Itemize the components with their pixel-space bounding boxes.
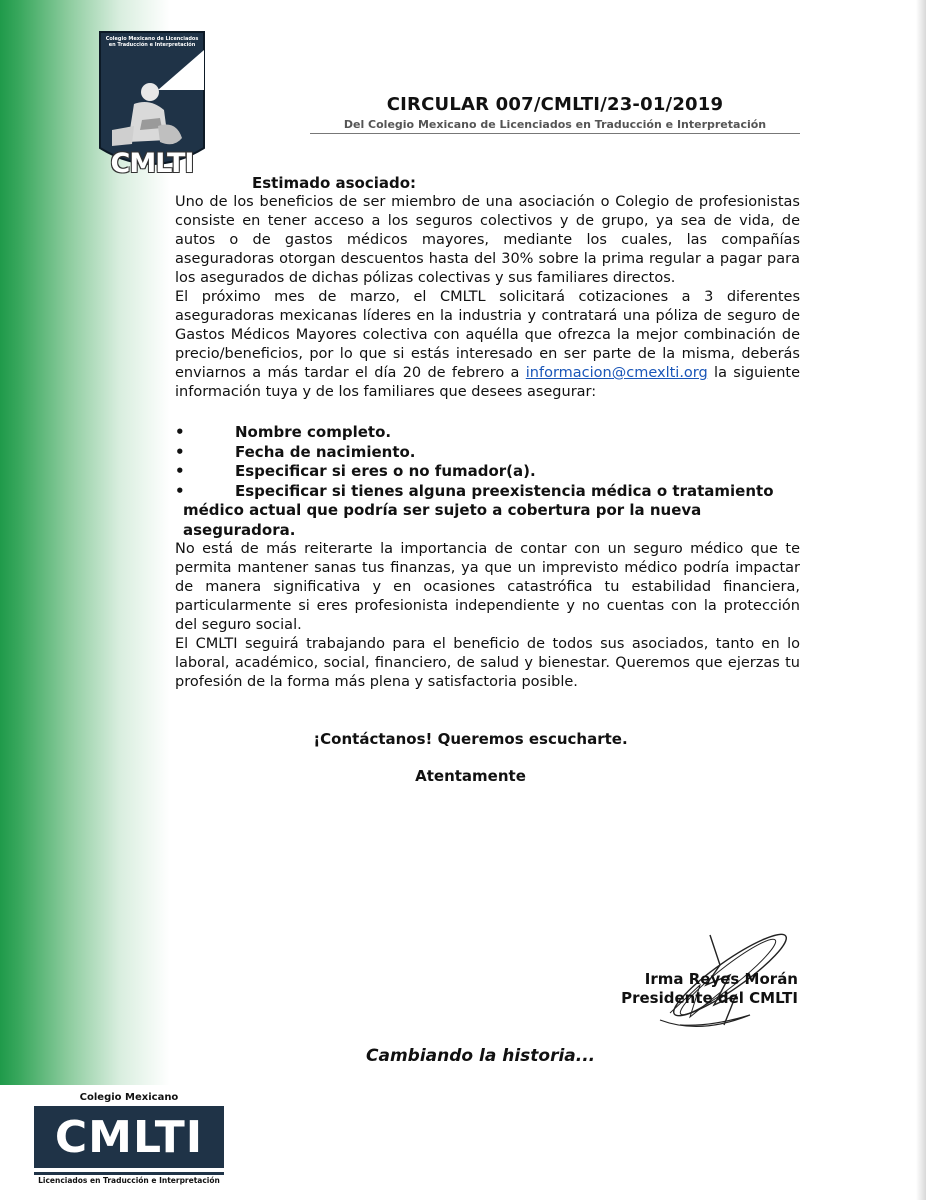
paragraph-quotes: [175, 288, 800, 402]
greeting: Estimado asociado:: [252, 174, 417, 192]
footer-logo-mark: CMLTI: [54, 1112, 204, 1163]
paragraph-importance: No está de más reiterarte la importancia de contar con un seguro médico que te permita mantener sanas tus finanzas, ya que un imprevisto médico podría impactar de manera significativa y en ocasiones catastrófica tu estabilidad financiera, particularmente si eres profesionista independiente y no cuentas con la protección del seguro social.: [175, 541, 800, 633]
footer-logo-bottom-text: Licenciados en Traducción e Interpretación: [38, 1176, 220, 1185]
requirement-text: Especificar si eres o no fumador(a).: [235, 462, 536, 480]
signer-name: Irma Reyes Morán: [644, 970, 798, 988]
list-item: [175, 482, 800, 541]
paragraph-quotes-tail: la siguiente información tuya y de los familiares que desees asegurar:: [175, 365, 800, 400]
requirement-text: Nombre completo.: [235, 423, 392, 441]
bullet-icon: •: [175, 423, 185, 441]
footer-logo-top-text: Colegio Mexicano: [79, 1092, 179, 1103]
list-item: [175, 443, 800, 463]
cmlti-footer-logo: [34, 1092, 224, 1192]
footer-logo-rule: [34, 1172, 224, 1175]
paragraph-quotes-text: El próximo mes de marzo, el CMLTL solicitará cotizaciones a 3 diferentes aseguradoras mexicanas líderes en la industria y contratará una póliza de seguro de Gastos Médicos Mayores colectiva con aquélla que ofrezca la mejor combinación de precio/beneficios, por lo que si estás interesado en ser parte de la misma, deberás enviarnos a más tardar el día 20 de febrero a: [175, 289, 800, 381]
crest-logo-mark: CMLTI: [110, 148, 194, 179]
signer-title: Presidente del CMLTI: [621, 989, 798, 1007]
requirement-text: Especificar si tienes alguna preexistencia médica o tratamiento médico actual que podría ser sujeto a cobertura por la nueva aseguradora.: [183, 481, 774, 539]
cmlti-crest-logo: [98, 30, 206, 182]
closing: Atentamente: [415, 767, 526, 785]
contact-line: ¡Contáctanos! Queremos escucharte.: [313, 730, 628, 748]
list-item: [175, 462, 800, 482]
page-edge-shadow: [916, 0, 926, 1200]
circular-title: CIRCULAR 007/CMLTI/23-01/2019: [386, 94, 724, 115]
signer-block: [610, 970, 798, 1008]
paragraph-benefits: Uno de los beneficios de ser miembro de una asociación o Colegio de profesionistas consiste en tener acceso a los seguros colectivos y de grupo, ya sea de vida, de autos o de gastos médicos mayores, mediante los cuales, las compañías aseguradoras otorgan descuentos hasta del 30% sobre la prima regular a pagar para los asegurados de dichas pólizas colectivas y sus familiares directos.: [175, 194, 800, 286]
crest-logo-title: Colegio Mexicano de Licenciados en Traducción e Interpretación: [105, 36, 199, 48]
bullet-icon: •: [175, 442, 185, 461]
requirement-text: Fecha de nacimiento.: [235, 442, 416, 461]
bullet-icon: •: [175, 481, 185, 500]
circular-header: [310, 94, 800, 134]
circular-subtitle: Del Colegio Mexicano de Licenciados en Traducción e Interpretación: [310, 118, 800, 134]
requirements-list: [175, 423, 800, 540]
bullet-icon: •: [175, 462, 185, 480]
email-link[interactable]: informacion@cmexlti.org: [525, 365, 708, 381]
paragraph-commitment: El CMLTI seguirá trabajando para el beneficio de todos sus asociados, tanto en lo laboral, académico, social, financiero, de salud y bienestar. Queremos que ejerzas tu profesión de la forma más plena y satisfactoria posible.: [175, 636, 800, 690]
list-item: [175, 423, 800, 443]
motto: Cambiando la historia...: [366, 1046, 596, 1066]
letter-body: [175, 174, 800, 786]
